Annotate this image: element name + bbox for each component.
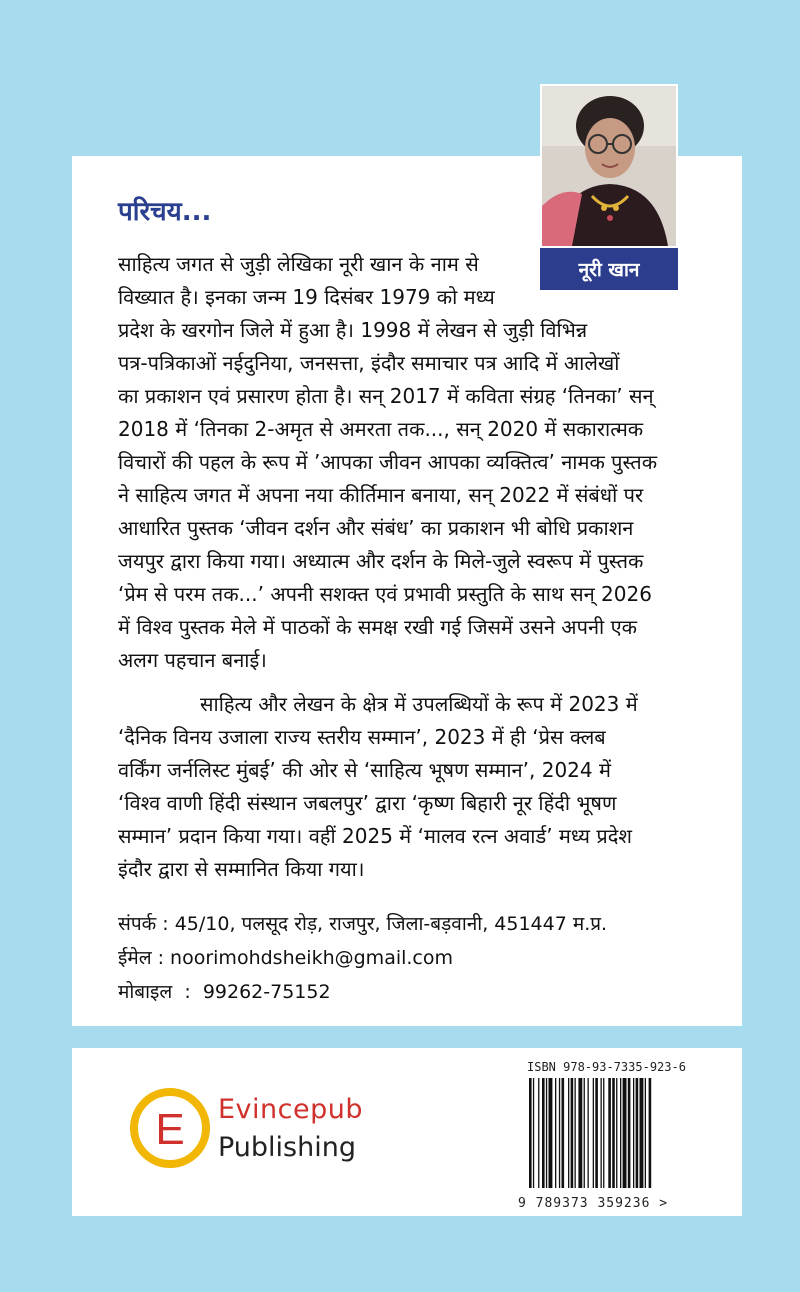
barcode-bar [636, 1078, 639, 1188]
section-heading: परिचय... [118, 197, 212, 227]
barcode-bar [633, 1078, 634, 1188]
barcode-bar [640, 1078, 644, 1188]
barcode-bar [595, 1078, 598, 1188]
publisher-name-line2: Publishing [218, 1132, 356, 1163]
bio-line: प्रदेश के खरगोन जिले में हुआ है। 1998 में लेखन से जुड़ी विभिन्न [118, 318, 588, 342]
barcode-bar [575, 1078, 576, 1188]
barcode-bar [571, 1078, 574, 1188]
barcode-bar [588, 1078, 589, 1188]
contact-address: संपर्क : 45/10, पलसूद रोड़, राजपुर, जिला-बड़वानी, 451447 म.प्र. [118, 913, 608, 935]
barcode-bar [584, 1078, 585, 1188]
bio-paragraph [118, 248, 678, 677]
barcode-bar [616, 1078, 617, 1188]
barcode-bar [620, 1078, 621, 1188]
barcode-bar [533, 1078, 534, 1188]
barcode-bar [601, 1078, 602, 1188]
barcode-bar [538, 1078, 539, 1188]
awards-line: वर्किंग जर्नलिस्ट मुंबई’ की ओर से ‘साहित्य भूषण सम्मान’, 2024 में [118, 758, 611, 782]
awards-line: सम्मान’ प्रदान किया गया। वहीं 2025 में ‘मालव रत्न अवार्ड’ मध्य प्रदेश [118, 824, 632, 848]
barcode-icon [527, 1078, 685, 1188]
barcode-bar [603, 1078, 604, 1188]
bio-line: आधारित पुस्तक ‘जीवन दर्शन और संबंध’ का प्रकाशन भी बोधि प्रकाशन [118, 516, 634, 540]
barcode-bar [593, 1078, 594, 1188]
author-name-label: नूरी खान [540, 248, 678, 290]
isbn-label: ISBN 978-93-7335-923-6 [527, 1060, 686, 1074]
bio-line: का प्रकाशन एवं प्रसारण होता है। सन् 2017 में कविता संग्रह ‘तिनका’ सन् [118, 384, 654, 408]
barcode-bar [578, 1078, 582, 1188]
barcode-number: 9 789373 359236 > [518, 1196, 669, 1211]
awards-paragraph [118, 688, 678, 886]
bio-line: ने साहित्य जगत में अपना नया कीर्तिमान बनाया, सन् 2022 में संबंधों पर [118, 483, 644, 507]
bio-line: में विश्व पुस्तक मेले में पाठकों के समक्ष रखी गई जिसमें उसने अपनी एक [118, 615, 638, 639]
awards-line: इंदौर द्वारा से सम्मानित किया गया। [118, 857, 365, 881]
publisher-logo-icon [128, 1086, 212, 1170]
contact-email: ईमेल : noorimohdsheikh@gmail.com [118, 947, 454, 969]
barcode-bar [628, 1078, 631, 1188]
awards-line: ‘विश्व वाणी हिंदी संस्थान जबलपुर’ द्वारा ‘कृष्ण बिहारी नूर हिंदी भूषण [118, 791, 617, 815]
bio-line: जयपुर द्वारा किया गया। अध्यात्म और दर्शन के मिले-जुले स्वरूप में पुस्तक [118, 549, 644, 573]
barcode-bar [546, 1078, 547, 1188]
barcode-bar [568, 1078, 569, 1188]
bio-line: विचारों की पहल के रूप में ’आपका जीवन आपका व्यक्तित्व’ नामक पुस्तक [118, 450, 658, 474]
logo-letter: E [155, 1105, 185, 1154]
publisher-name-line1: Evincepub [218, 1094, 363, 1125]
barcode-bar [529, 1078, 532, 1188]
barcode-bar [612, 1078, 615, 1188]
awards-line: साहित्य और लेखन के क्षेत्र में उपलब्धियों के रूप में 2023 में [200, 692, 638, 716]
bio-line: साहित्य जगत से जुड़ी लेखिका नूरी खान के नाम से [118, 252, 479, 276]
barcode-bar [559, 1078, 560, 1188]
author-portrait-icon [542, 86, 676, 246]
contact-mobile: मोबाइल : 99262-75152 [118, 981, 331, 1003]
barcode-bar [549, 1078, 553, 1188]
barcode-bar [562, 1078, 565, 1188]
contact-block [118, 907, 678, 1009]
barcode-bar [623, 1078, 627, 1188]
bio-line: ‘प्रेम से परम तक...’ अपनी सशक्त एवं प्रभावी प्रस्तुति के साथ सन् 2026 [118, 582, 652, 606]
barcode-bar [542, 1078, 545, 1188]
barcode-bar [649, 1078, 652, 1188]
bio-line: 2018 में ‘तिनका 2-अमृत से अमरता तक..., सन् 2020 में सकारात्मक [118, 417, 644, 441]
author-photo [540, 84, 678, 248]
awards-line: ‘दैनिक विनय उजाला राज्य स्तरीय सम्मान’, 2023 में ही ‘प्रेस क्लब [118, 725, 606, 749]
barcode-bar [608, 1078, 611, 1188]
bio-line: अलग पहचान बनाई। [118, 648, 267, 672]
bio-line: पत्र-पत्रिकाओं नईदुनिया, जनसत्ता, इंदौर समाचार पत्र आदि में आलेखों [118, 351, 620, 375]
barcode-bar [555, 1078, 556, 1188]
bio-line: विख्यात है। इनका जन्म 19 दिसंबर 1979 को मध्य [118, 285, 495, 309]
barcode-bar [645, 1078, 646, 1188]
